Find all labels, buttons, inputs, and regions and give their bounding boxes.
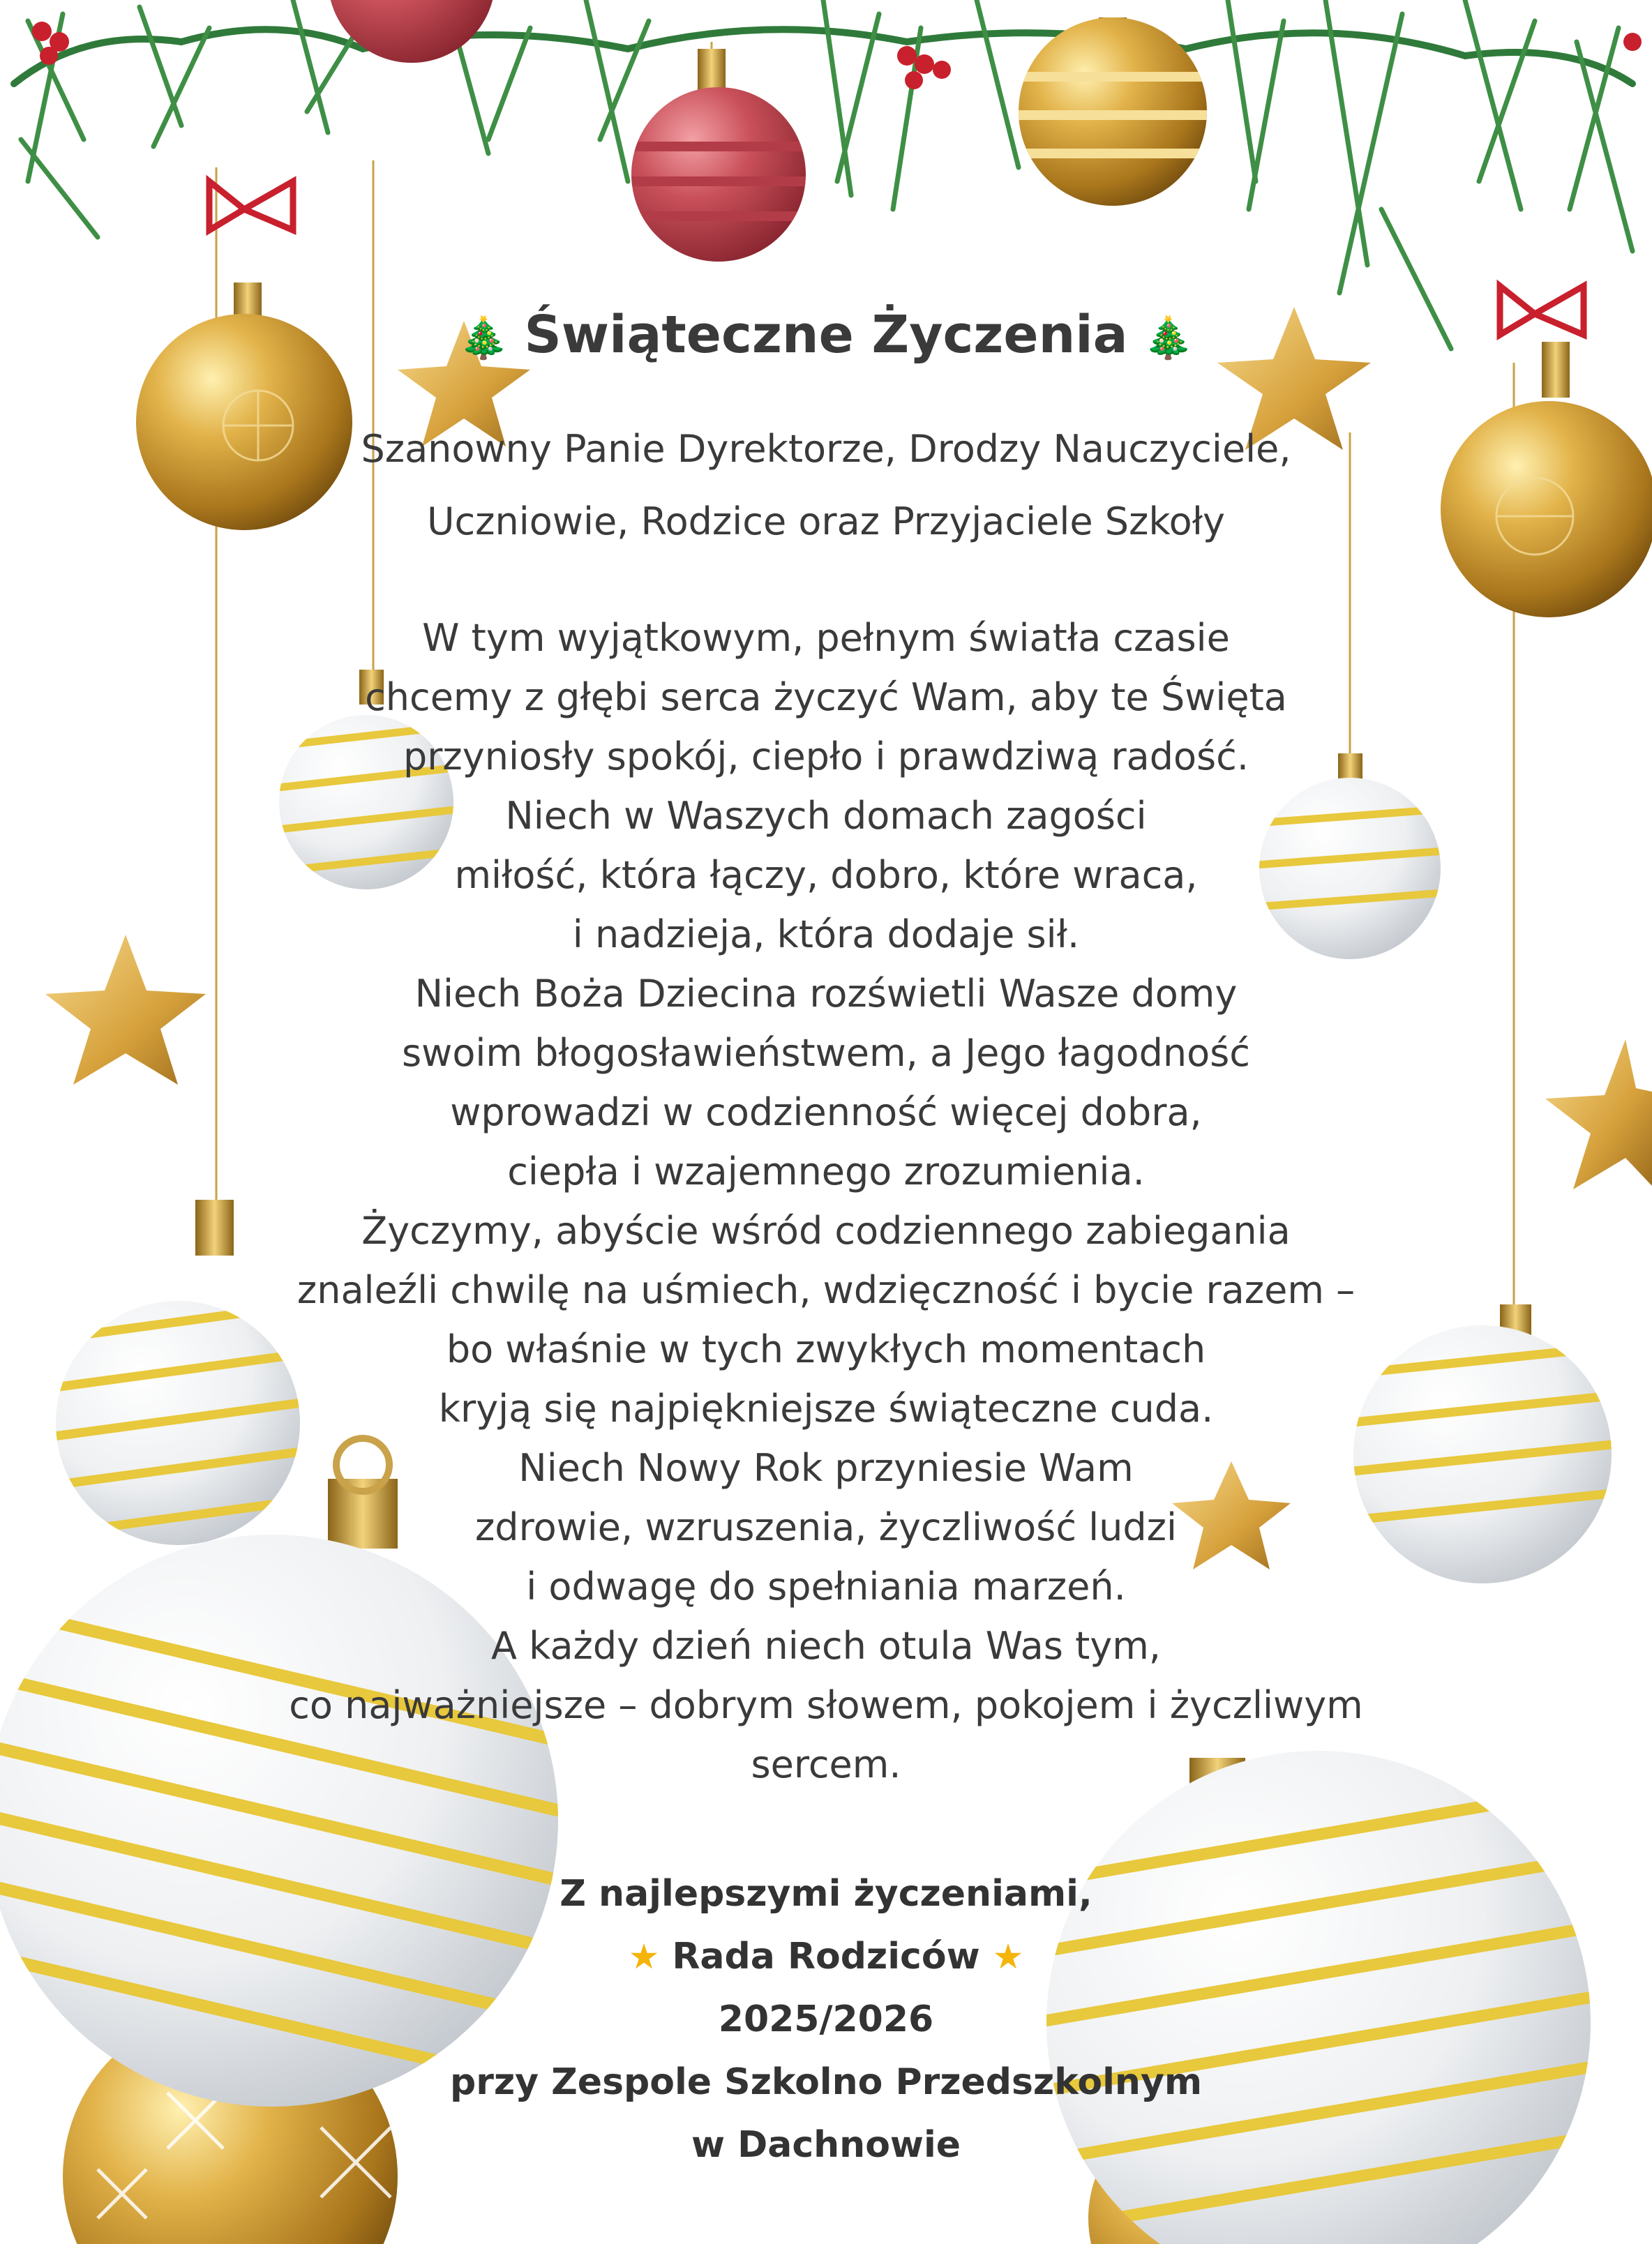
body-line: Niech Nowy Rok przyniesie Wam bbox=[518, 1446, 1134, 1490]
greeting-line: Szanowny Panie Dyrektorze, Drodzy Nauczyciele, bbox=[361, 427, 1291, 471]
body-line: wprowadzi w codzienność więcej dobra, bbox=[450, 1090, 1202, 1134]
body-line: bo właśnie w tych zwykłych momentach bbox=[446, 1327, 1206, 1371]
body-line: co najważniejsze – dobrym słowem, pokojem i życzliwym bbox=[289, 1683, 1363, 1727]
red-bow-right bbox=[1500, 286, 1584, 335]
body-line: miłość, która łączy, dobro, które wraca, bbox=[454, 853, 1198, 897]
body-line: A każdy dzień niech otula Was tym, bbox=[491, 1624, 1161, 1668]
christmas-tree-icon: 🎄 bbox=[1143, 314, 1194, 362]
body-line: kryją się najpiękniejsze świąteczne cuda. bbox=[438, 1387, 1214, 1431]
star-icon: ★ bbox=[628, 1936, 660, 1977]
body-line: W tym wyjątkowym, pełnym światła czasie bbox=[422, 616, 1230, 660]
body-line: Niech w Waszych domach zagości bbox=[505, 794, 1147, 838]
page-title bbox=[209, 293, 1443, 377]
body-line: ciepła i wzajemnego zrozumienia. bbox=[507, 1150, 1145, 1193]
wishes-body bbox=[209, 608, 1443, 1794]
red-bow-left bbox=[209, 181, 293, 230]
body-line: znaleźli chwilę na uśmiech, wdzięczność i bycie razem – bbox=[296, 1268, 1356, 1312]
closing-salutation: Z najlepszymi życzeniami, bbox=[560, 1873, 1092, 1915]
body-line: chcemy z głębi serca życzyć Wam, aby te Święta bbox=[365, 675, 1287, 719]
body-line: i odwagę do spełniania marzeń. bbox=[526, 1565, 1126, 1609]
christmas-tree-icon: 🎄 bbox=[458, 314, 509, 362]
greeting bbox=[209, 413, 1443, 558]
signature-line bbox=[209, 1925, 1443, 1988]
red-ornament bbox=[614, 49, 823, 262]
red-ornament-partial bbox=[328, 0, 495, 63]
body-line: swoim błogosławieństwem, a Jego łagodność bbox=[402, 1031, 1250, 1075]
title-text: Świąteczne Życzenia bbox=[524, 305, 1128, 365]
body-line: sercem. bbox=[751, 1742, 901, 1786]
greeting-line: Uczniowie, Rodzice oraz Przyjaciele Szkoły bbox=[426, 499, 1226, 543]
school-year: 2025/2026 bbox=[718, 1998, 934, 2040]
star-icon: ★ bbox=[992, 1936, 1024, 1977]
body-line: Niech Boża Dziecina rozświetli Wasze domy bbox=[414, 972, 1238, 1016]
body-line: i nadzieja, która dodaje sił. bbox=[572, 912, 1080, 956]
body-line: Życzymy, abyście wśród codziennego zabiegania bbox=[361, 1209, 1291, 1253]
body-line: zdrowie, wzruszenia, życzliwość ludzi bbox=[474, 1505, 1178, 1549]
body-line: przyniosły spokój, ciepło i prawdziwą radość. bbox=[403, 735, 1249, 778]
closing-signature bbox=[209, 1862, 1443, 2176]
letter-content bbox=[209, 293, 1443, 2176]
gold-ornament-right bbox=[1441, 342, 1652, 617]
school-name: przy Zespole Szkolno Przedszkolnym bbox=[449, 2061, 1203, 2103]
signature-name: Rada Rodziców bbox=[672, 1936, 980, 1978]
school-location: w Dachnowie bbox=[691, 2124, 961, 2166]
